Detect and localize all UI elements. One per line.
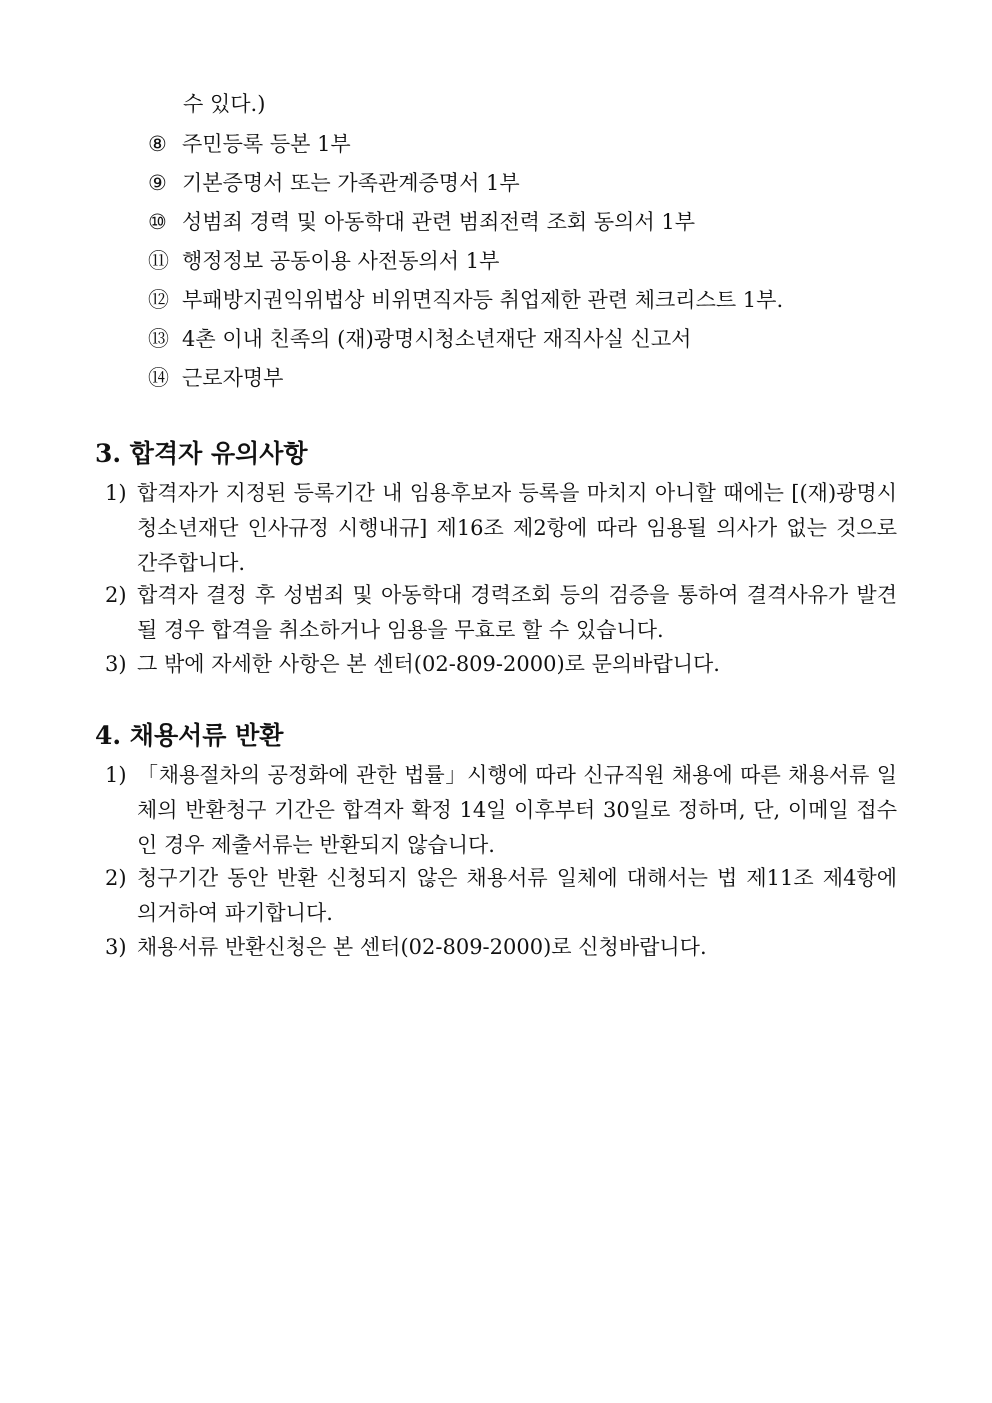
item-number: 2) [105,583,127,607]
section-4-item-3 [105,930,897,965]
list-continuation: 수 있다.) [183,92,266,116]
item-number: 1) [105,481,127,505]
item-number: 1) [105,763,127,787]
list-item [148,168,520,198]
list-marker: ⑭ [148,366,169,390]
section-4-heading: 4. 채용서류 반환 [95,721,284,750]
item-number: 2) [105,866,127,890]
list-item [148,324,691,354]
list-item-text: 기본증명서 또는 가족관계증명서 1부 [182,171,520,195]
list-marker: ⑧ [148,132,167,156]
list-item [148,285,783,315]
list-item-text: 4촌 이내 친족의 (재)광명시청소년재단 재직사실 신고서 [182,327,692,351]
item-text: 합격자가 지정된 등록기간 내 임용후보자 등록을 마치지 아니할 때에는 [(재)광명시청소년재단 인사규정 시행내규] 제16조 제2항에 따라 임용될 의사가 없는 것으로 간주합니다. [137,481,897,575]
item-text: 채용서류 반환신청은 본 센터(02-809-2000)로 신청바랍니다. [137,935,707,959]
list-marker: ⑬ [148,327,169,351]
item-text: 그 밖에 자세한 사항은 본 센터(02-809-2000)로 문의바랍니다. [137,652,720,676]
section-3-heading: 3. 합격자 유의사항 [95,439,308,468]
list-item [148,363,283,393]
list-item-text: 근로자명부 [182,366,284,390]
item-number: 3) [105,935,127,959]
list-item [148,207,695,237]
section-3-item-2 [105,578,897,648]
list-item [148,129,351,159]
list-marker: ⑪ [148,249,169,273]
list-item [148,246,499,276]
item-text: 청구기간 동안 반환 신청되지 않은 채용서류 일체에 대해서는 법 제11조 제4항에 의거하여 파기합니다. [137,866,897,925]
item-number: 3) [105,652,127,676]
section-3-item-1 [105,476,897,581]
section-4-item-2 [105,861,897,931]
list-item-text: 성범죄 경력 및 아동학대 관련 범죄전력 조회 동의서 1부 [182,210,696,234]
item-text: 「채용절차의 공정화에 관한 법률」시행에 따라 신규직원 채용에 따른 채용서류 일체의 반환청구 기간은 합격자 확정 14일 이후부터 30일로 정하며, 단, 이메일 접수인 경우 제출서류는 반환되지 않습니다. [137,763,897,857]
list-item-text: 부패방지권익위법상 비위면직자등 취업제한 관련 체크리스트 1부. [182,288,784,312]
list-marker: ⑨ [148,171,167,195]
list-marker: ⑫ [148,288,169,312]
section-3-item-3 [105,647,897,682]
section-4-item-1 [105,758,897,863]
list-item-text: 주민등록 등본 1부 [182,132,351,156]
item-text: 합격자 결정 후 성범죄 및 아동학대 경력조회 등의 검증을 통하여 결격사유가 발견될 경우 합격을 취소하거나 임용을 무효로 할 수 있습니다. [137,583,897,642]
list-item-text: 행정정보 공동이용 사전동의서 1부 [182,249,500,273]
list-marker: ⑩ [148,210,167,234]
